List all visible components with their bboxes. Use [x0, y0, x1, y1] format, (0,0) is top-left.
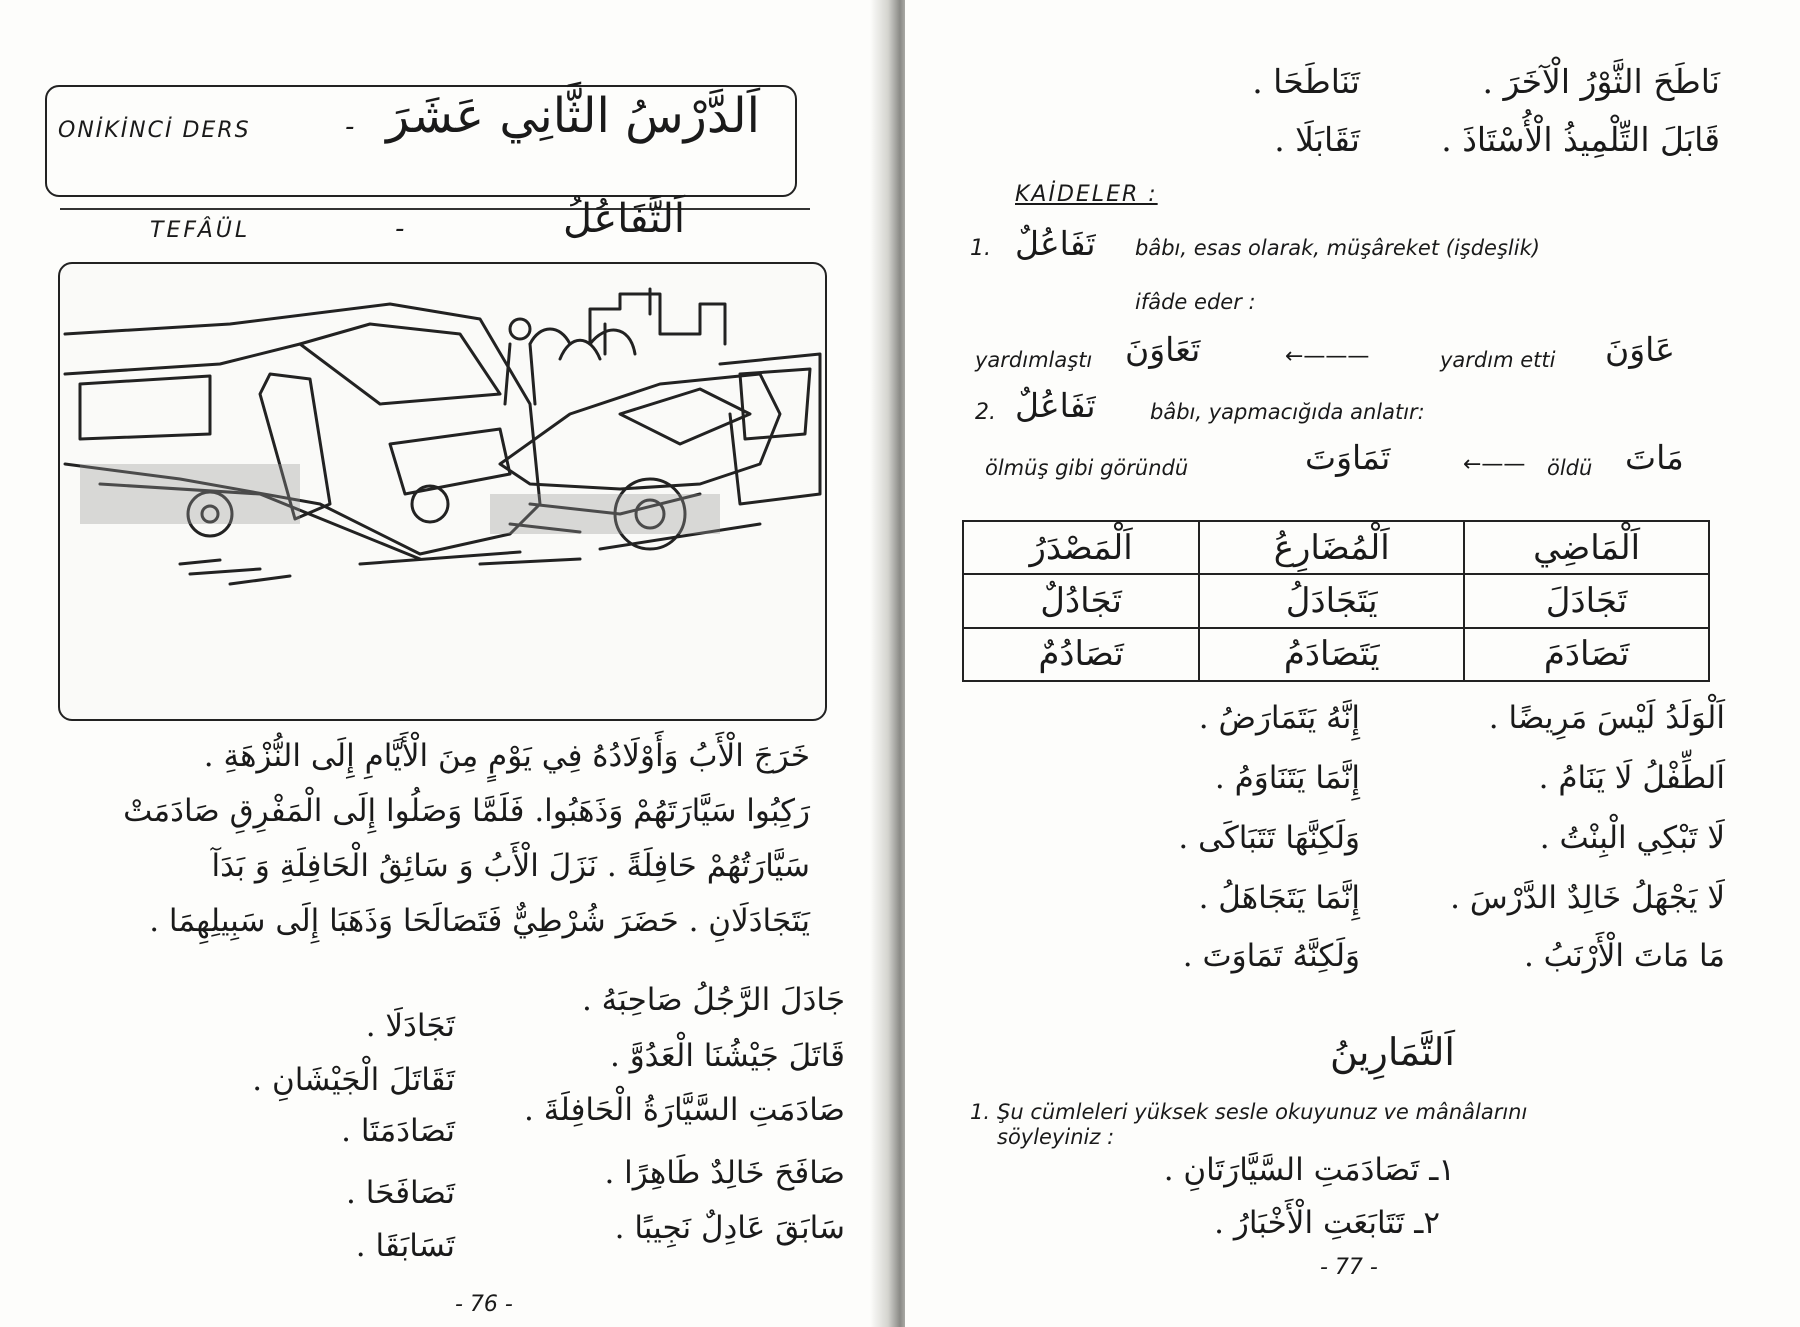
right-page — [905, 0, 1800, 1327]
page-number-left: - 76 - — [455, 1292, 513, 1317]
top-line-1-reciprocal: تَنَاطَحَا . — [1252, 62, 1360, 101]
example-1-arabic-root: عَاوَنَ — [1605, 330, 1675, 369]
table-cell: يَتَجَادَلُ — [1199, 574, 1464, 627]
example-2-turkish-result: ölmüş gibi göründü — [985, 456, 1189, 480]
exercise-1-number: 1. — [970, 1100, 991, 1124]
table-header-masdar: اَلْمَصْدَرُ — [963, 521, 1199, 574]
table-row — [963, 574, 1709, 627]
exercise-item-1: ١ـ تَصَادَمَتِ السَّيَّارَتَانِ . — [1163, 1152, 1455, 1188]
arrow-2-icon: ←—— — [1463, 452, 1526, 477]
table-header-mudari: اَلْمُضَارِعُ — [1199, 521, 1464, 574]
sentence-4-pretend: إِنَّمَا يَتَجَاهَلُ . — [1198, 880, 1360, 916]
table-cell: يَتَصَادَمُ — [1199, 628, 1464, 681]
story-line-3: سَيَّارَتُهُمْ حَافِلَةً . نَزَلَ الْأَبُ وَ سَائِقُ الْحَافِلَةِ وَ بَدَآ — [211, 848, 810, 884]
example-2-turkish-root: öldü — [1547, 456, 1593, 480]
exercise-1-instruction-cont: söyleyiniz : — [997, 1125, 1115, 1149]
sentence-3-statement: لَا تَبْكِي الْبِنْتُ . — [1539, 820, 1725, 856]
exercise-item-2: ٢ـ تَتَابَعَتِ الْأَخْبَارُ . — [1214, 1205, 1440, 1241]
example-1-reciprocal: تَجَادَلَا . — [365, 1008, 455, 1044]
car-accident-illustration — [58, 262, 827, 721]
rule-2-pattern-arabic: تَفَاعُلٌ — [1015, 386, 1096, 425]
rules-heading: KAİDELER : — [1015, 182, 1158, 207]
sentence-5-pretend: وَلَكِنَّهُ تَمَاوَتَ . — [1182, 938, 1360, 974]
top-line-2-reciprocal: تَقَابَلَا . — [1274, 120, 1360, 159]
rule-2-number: 2. — [975, 400, 996, 425]
example-1-active: جَادَلَ الرَّجُلُ صَاحِبَهُ . — [581, 982, 845, 1018]
example-5-active: سَابَقَ عَادِلٌ نَجِيبًا . — [614, 1210, 845, 1246]
rule-1-description: bâbı, esas olarak, müşâreket (işdeşlik) — [1135, 236, 1540, 260]
sentence-1-statement: اَلْوَلَدُ لَيْسَ مَرِيضًا . — [1488, 700, 1725, 736]
example-1-arabic-result: تَعَاوَنَ — [1125, 330, 1201, 369]
sentence-2-pretend: إِنَّمَا يَتَنَاوَمُ . — [1214, 760, 1360, 796]
title-dash: - — [345, 112, 355, 142]
table-header-row — [963, 521, 1709, 574]
example-2-active: قَاتَلَ جَيْشُنَا الْعَدُوَّ . — [609, 1038, 845, 1074]
lesson-title-arabic: اَلدَّرْسُ الثَّانِي عَشَرَ — [386, 88, 760, 144]
conjugation-table — [962, 520, 1710, 682]
example-2-arabic-result: تَمَاوَتَ — [1305, 438, 1391, 477]
example-5-reciprocal: تَسَابَقَا . — [355, 1228, 455, 1264]
pattern-name-arabic: اَلتَّفَاعُلُ — [563, 196, 685, 242]
pattern-dash: - — [395, 214, 405, 244]
rule-1-pattern-arabic: تَفَاعُلٌ — [1015, 224, 1096, 263]
rule-1-number: 1. — [970, 236, 991, 261]
top-line-1-active: نَاطَحَ الثَّوْرُ الْآخَرَ . — [1482, 62, 1720, 101]
story-line-2: رَكِبُوا سَيَّارَتَهُمْ وَذَهَبُوا. فَلَمَّا وَصَلُوا إِلَى الْمَفْرِقِ صَادَمَتْ — [123, 793, 810, 829]
table-row — [963, 628, 1709, 681]
table-cell: تَجَادُلٌ — [963, 574, 1199, 627]
example-2-reciprocal: تَقَاتَلَ الْجَيْشَانِ . — [252, 1062, 455, 1098]
sentence-2-statement: اَلطِّفْلُ لَا يَنَامُ . — [1538, 760, 1725, 796]
lesson-title-turkish: ONİKİNCİ DERS — [58, 118, 251, 143]
sentence-3-pretend: وَلَكِنَّهَا تَتَبَاكَى . — [1178, 820, 1360, 856]
story-line-1: خَرَجَ الْأَبُ وَأَوْلَادُهُ فِي يَوْمٍ مِنَ الْأَيَّامِ إِلَى النُّزْهَةِ . — [203, 738, 810, 774]
example-3-reciprocal: تَصَادَمَتَا . — [341, 1113, 455, 1149]
exercise-1-instruction: Şu cümleleri yüksek sesle okuyunuz ve mânâlarını — [997, 1100, 1528, 1124]
table-cell: تَصَادَمَ — [1464, 628, 1709, 681]
title-underline — [60, 208, 810, 210]
left-page — [0, 0, 885, 1327]
example-1-turkish-root: yardım etti — [1440, 348, 1556, 372]
illustration-drawing — [60, 264, 825, 719]
sentence-1-pretend: إِنَّهُ يَتَمَارَضُ . — [1198, 700, 1360, 736]
example-1-turkish-result: yardımlaştı — [975, 348, 1093, 372]
top-line-2-active: قَابَلَ التِّلْمِيذُ الْأُسْتَاذَ . — [1441, 120, 1720, 159]
rule-2-description: bâbı, yapmacığıda anlatır: — [1150, 400, 1425, 424]
example-2-arabic-root: مَاتَ — [1625, 438, 1684, 477]
table-cell: تَصَادُمٌ — [963, 628, 1199, 681]
rule-1-description-cont: ifâde eder : — [1135, 290, 1256, 314]
exercises-title: اَلتَّمَارِينُ — [1329, 1030, 1455, 1074]
table-cell: تَجَادَلَ — [1464, 574, 1709, 627]
sentence-4-statement: لَا يَجْهَلُ خَالِدٌ الدَّرْسَ . — [1450, 880, 1725, 916]
example-4-reciprocal: تَصَافَحَا . — [346, 1175, 455, 1211]
example-4-active: صَافَحَ خَالِدٌ طَاهِرًا . — [604, 1155, 845, 1191]
story-line-4: يَتَجَادَلَانِ . حَضَرَ شُرْطِيٌّ فَتَصَالَحَا وَذَهَبَا إِلَى سَبِيلِهِمَا . — [149, 903, 810, 939]
page-number-right: - 77 - — [1320, 1255, 1378, 1280]
sentence-5-statement: مَا مَاتَ الْأَرْنَبُ . — [1523, 938, 1725, 974]
table-header-madi: اَلْمَاضِي — [1464, 521, 1709, 574]
pattern-name-turkish: TEFÂÜL — [150, 218, 251, 243]
arrow-1-icon: ←——— — [1285, 344, 1370, 369]
example-3-active: صَادَمَتِ السَّيَّارَةُ الْحَافِلَةَ . — [524, 1092, 845, 1128]
